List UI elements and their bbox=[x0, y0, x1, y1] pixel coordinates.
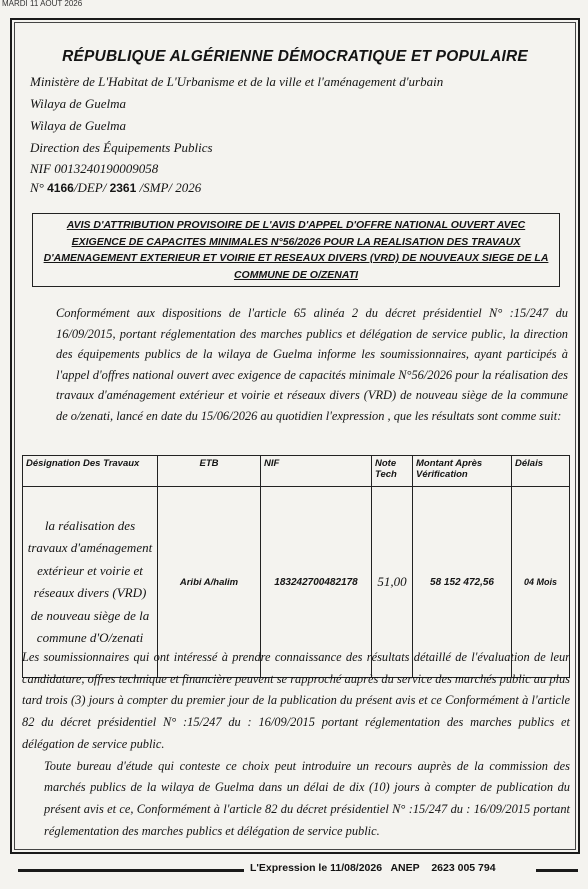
publication-footer bbox=[250, 862, 580, 880]
cell-montant: 58 152 472,56 bbox=[413, 487, 512, 678]
nif-line: NIF 0013240190009058 bbox=[30, 161, 159, 176]
intro-text: Conformément aux dispositions de l'article 65 alinéa 2 du décret présidentiel N° :15/247 du 16/09/2015, portant réglementation des marches publics et délégation de service public, la direction des équipements publics de la wilaya de Guelma informe les soumissionnaires, ayant participés à l'appel d'offres national ouvert avec exigence de capacités minimale N°56/2026 pour la réalisation des travaux d'aménagement extérieur et voirie et réseaux divers (VRD) de nouveau siège de la commune de o/zenati, lancé en date du 15/06/2026 au quotidien l'expression , que les résultats sont comme suit: bbox=[56, 306, 568, 423]
wilaya-line: Wilaya de Guelma bbox=[30, 96, 127, 111]
avis-title-box bbox=[32, 213, 560, 287]
col-designation: Désignation Des Travaux bbox=[23, 456, 158, 487]
closing-paragraphs bbox=[22, 647, 570, 842]
ministry-line: Ministère de L'Habitat de L'Urbanisme et de la ville et l'aménagement d'urbain bbox=[30, 74, 444, 89]
cell-delais: 04 Mois bbox=[512, 487, 570, 678]
wilaya-line-2: Wilaya de Guelma bbox=[30, 118, 127, 133]
col-delais: Délais bbox=[512, 456, 570, 487]
consultation-paragraph: Les soumissionnaires qui ont intéressé à prendre connaissance des résultats détaillé de l'évaluation de leur candidature, offres technique et financière peuvent se rapproché auprès du service des marchés public au plus tard trois (3) jours à compter du premier jour de la publication du présent avis et ce Conformément à l'article 82 du décret présidentiel N° :15/247 du : 16/09/2015 portant réglementation des marches publics et délégation de service public. bbox=[22, 650, 570, 751]
footer-source: L'Expression le 11/08/2026 bbox=[250, 862, 383, 874]
avis-title: AVIS D'ATTRIBUTION PROVISOIRE DE L'AVIS D'APPEL D'OFFRE NATIONAL OUVERT AVEC EXIGENCE DE CAPACITES MINIMALES N°56/2026 POUR LA REALISATION DES TRAVAUX D'AMENAGEMENT EXTERIEUR ET VOIRIE ET RESEAUX DIVERS (VRD) DE NOUVEAUX SIEGE DE LA COMMUNE DE O/ZENATI bbox=[43, 219, 549, 281]
cell-etb: Aribi A/halim bbox=[158, 487, 261, 678]
table-header-row bbox=[23, 456, 570, 487]
republic-title: RÉPUBLIQUE ALGÉRIENNE DÉMOCRATIQUE ET POPULAIRE bbox=[62, 48, 528, 65]
intro-paragraph bbox=[22, 303, 568, 427]
footer-rule-right bbox=[536, 869, 578, 872]
col-montant: Montant Après Vérification bbox=[413, 456, 512, 487]
ref-suffix: /SMP/ 2026 bbox=[139, 180, 202, 195]
cell-designation: la réalisation des travaux d'aménagement extérieur et voirie et réseaux divers (VRD) de nouveau siège de la commune d'O/zenati bbox=[23, 487, 158, 678]
page-date-header: MARDI 11 AOUT 2026 bbox=[2, 0, 83, 8]
results-table bbox=[22, 455, 570, 678]
col-nif: NIF bbox=[261, 456, 372, 487]
ref-number-2: 2361 bbox=[109, 181, 137, 195]
footer-rule-left bbox=[18, 869, 244, 872]
appeal-paragraph: Toute bureau d'étude qui conteste ce choix peut introduire un recours auprès de la commission des marchés publics de la wilaya de Guelma dans un délai de dix (10) jours à compter de publication du présent avis et ce, Conformément à l'article 82 du décret présidentiel N° :15/247 du : 16/09/2015 portant réglementation des marches publics et délégation de service public. bbox=[44, 758, 570, 838]
cell-note: 51,00 bbox=[372, 487, 413, 678]
cell-nif: 183242700482178 bbox=[261, 487, 372, 678]
footer-agency: ANEP bbox=[390, 862, 420, 874]
footer-ref: 2623 005 794 bbox=[431, 862, 496, 874]
direction-line: Direction des Équipements Publics bbox=[30, 140, 213, 155]
col-etb: ETB bbox=[158, 456, 261, 487]
reference-number bbox=[30, 180, 201, 196]
col-note: Note Tech bbox=[372, 456, 413, 487]
ref-mid: /DEP/ bbox=[73, 180, 107, 195]
ref-number-1: 4166 bbox=[47, 181, 74, 195]
ref-prefix: N° bbox=[30, 180, 44, 195]
